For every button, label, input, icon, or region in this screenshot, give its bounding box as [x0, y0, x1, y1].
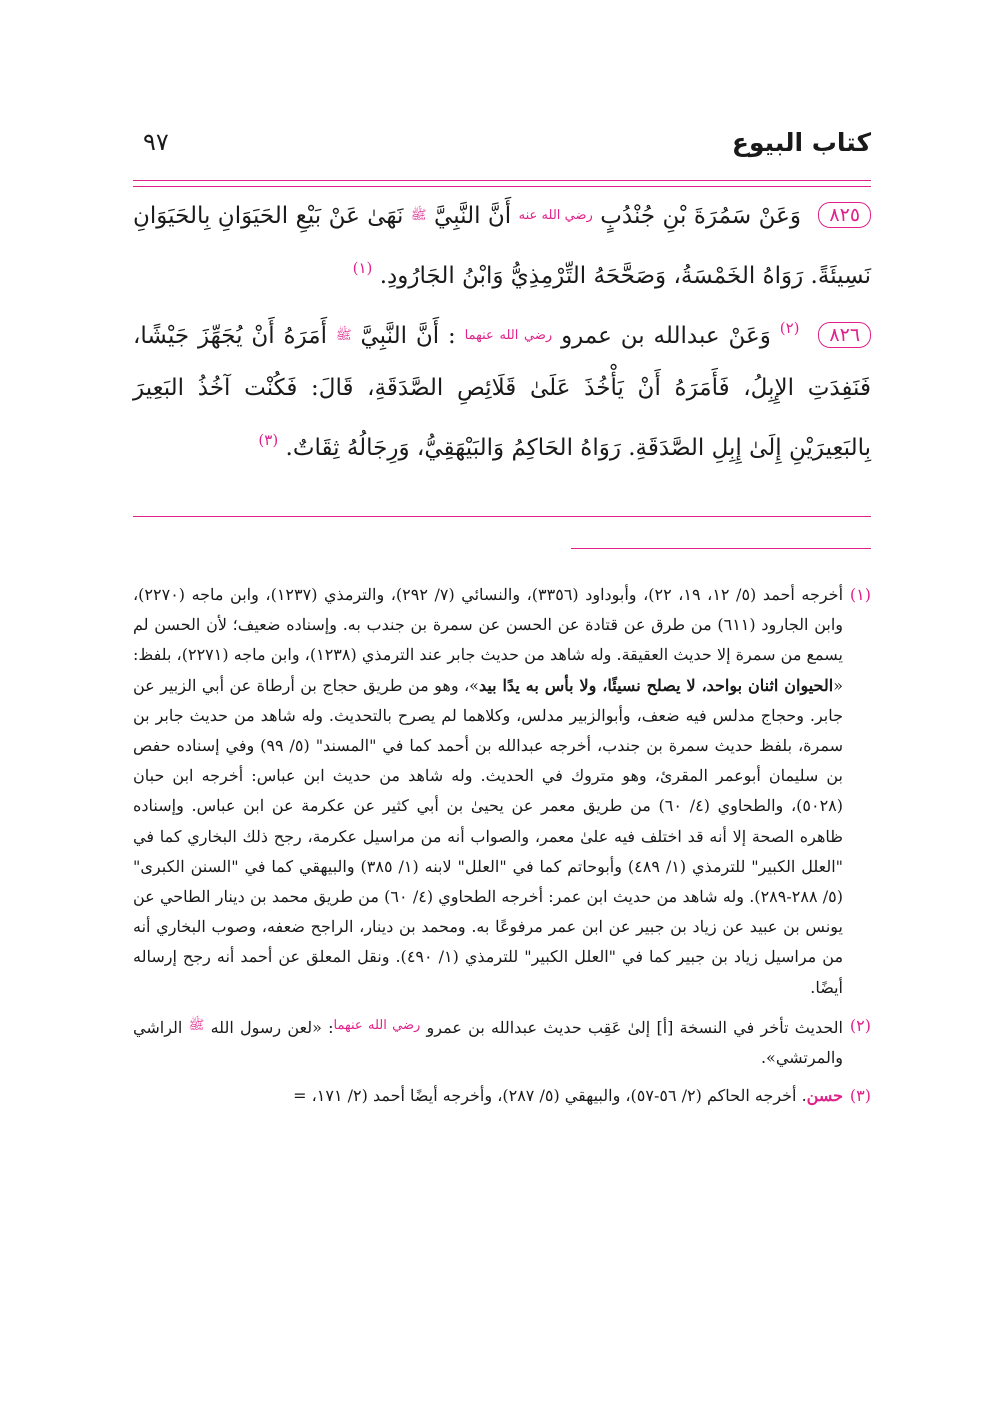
- footnote-text: الراشي والمرتشي».: [133, 1017, 843, 1068]
- hadith-block: [133, 190, 871, 474]
- hadith-826: [133, 302, 871, 474]
- footnote-quoted-text: الحيوان اثنان بواحد، لا يصلح نسيئًا، ولا بأس به يدًا بيد: [478, 675, 834, 695]
- footnote-separator: [571, 548, 871, 549]
- hadith-text: أَمَرَهُ أَنْ يُجَهِّزَ جَيْشًا، فَنَفِدَتِ الإِبِلُ، فَأَمَرَهُ أَنْ يَأْخُذَ عَلَىٰ قَلَائِصِ الصَّدَقَةِ، قَالَ: فَكُنْت آخُذُ البَعِيرَ بِالبَعِيرَيْنِ إِلَىٰ إِبِلِ الصَّدَقَةِ. رَوَاهُ الحَاكِمُ وَالبَيْهَقِيُّ، وَرِجَالُهُ ثِقَاتٌ.: [133, 323, 871, 461]
- hadith-text: وَعَنْ سَمُرَةَ بْنِ جُنْدُبٍ: [600, 203, 801, 229]
- honorific-icon: رضي الله عنهما: [464, 328, 553, 343]
- header-rule-bottom: [133, 186, 871, 187]
- footnote-number: (٣): [849, 1086, 871, 1106]
- footnotes: [133, 580, 871, 1119]
- footnote-reference[interactable]: (٢): [779, 319, 800, 337]
- footnote-text: : «لعن رسول الله: [210, 1017, 334, 1037]
- footnote-text: الحديث تأخر في النسخة [أ] إلىٰ عَقِب حديث عبدالله بن عمرو: [426, 1017, 843, 1037]
- footnote-number: (١): [849, 585, 871, 604]
- hadith-number: ٨٢٦: [818, 322, 871, 348]
- footnote-1: [133, 580, 871, 1003]
- salawat-icon: ﷺ: [410, 208, 427, 223]
- header-rule-top: [133, 180, 871, 181]
- footnote-number: (٢): [849, 1015, 871, 1035]
- honorific-icon: رضي الله عنهما: [333, 1017, 421, 1033]
- footnote-2: [133, 1011, 871, 1073]
- honorific-icon: رضي الله عنه: [518, 208, 593, 223]
- grading-label: حسن: [806, 1086, 843, 1106]
- page-header: [133, 128, 871, 172]
- salawat-icon: ﷺ: [335, 328, 352, 343]
- hadith-number: ٨٢٥: [818, 202, 871, 228]
- footnote-text: . أخرجه الحاكم (٢/ ٥٦-٥٧)، والبيهقي (٥/ ٢٨٧)، وأخرجه أيضًا أحمد (٢/ ١٧١، =: [293, 1086, 807, 1106]
- hadith-text: أَنَّ النَّبِيَّ: [434, 203, 512, 229]
- hadith-825: [133, 190, 871, 302]
- footnote-text: أخرجه أحمد (٥/ ١٢، ١٩، ٢٢)، وأبوداود (٣٣٥٦)، والنسائي (٧/ ٢٩٢)، والترمذي (١٢٣٧)، وابن ماجه (٢٢٧٠)، وابن الجارود (٦١١) من طرق عن قتادة عن الحسن عن سمرة بن جندب به. وإسناده ضعيف؛ لأن الحسن لم يسمع من سمرة إلا حديث العقيقة. وله شاهد من حديث جابر عند الترمذي (١٢٣٨)، وابن ماجه (٢٢٧١)، بلفظ: «: [133, 585, 844, 695]
- footnote-3: [133, 1081, 871, 1111]
- hadith-text: وَعَنْ عبدالله بن عمرو: [561, 323, 771, 349]
- footnote-text: »، وهو من طريق حجاج بن أرطاة عن أبي الزبير عن جابر. وحجاج مدلس فيه ضعف، وأبوالزبير مدلس، وكلاهما لم يصرح بالتحديث. وله شاهد من حديث جابر بن سمرة، بلفظ حديث سمرة بن جندب، أخرجه عبدالله بن أحمد كما في "المسند" (٥/ ٩٩) وفي إسناده حفص بن سليمان أبوعمر المقرئ، وهو متروك في الحديث. وله شاهد من حديث ابن عباس: أخرجه ابن حبان (٥٠٢٨)، والطحاوي (٤/ ٦٠) من طريق معمر عن يحيىٰ بن أبي كثير عن عكرمة عن ابن عباس. وإسناده ظاهره الصحة إلا أنه قد اختلف فيه علىٰ معمر، والصواب أنه من مراسيل عكرمة، رجح ذلك البخاري كما في "العلل الكبير" للترمذي (١/ ٤٨٩) وأبوحاتم كما في "العلل" لابنه (١/ ٣٨٥) والبيهقي كما في "السنن الكبرى" (٥/ ٢٨٨-٢٨٩). وله شاهد من حديث ابن عمر: أخرجه الطحاوي (٤/ ٦٠) من طريق محمد بن دينار الطاحي عن يونس بن عبيد عن زياد بن جبير عن ابن عمر مرفوعًا به. ومحمد بن دينار، الراجح ضعفه، وصوب البخاري أنه من مراسيل زياد بن جبير كما في "العلل الكبير" للترمذي (١/ ٤٩٠). ونقل المعلق عن أحمد أنه رجح إرساله أيضًا.: [133, 675, 844, 997]
- hadith-bottom-rule: [133, 516, 871, 517]
- page-number: ٩٧: [143, 128, 169, 156]
- footnote-reference[interactable]: (٣): [258, 431, 279, 449]
- book-title: كتاب البيوع: [731, 128, 871, 157]
- hadith-text: نَهَىٰ عَنْ بَيْعِ الحَيَوَانِ بِالحَيَوَانِ نَسِيئَةً. رَوَاهُ الخَمْسَةُ، وَصَحَّحَهُ التِّرْمِذِيُّ وَابْنُ الجَارُودِ.: [133, 203, 871, 289]
- footnote-reference[interactable]: (١): [352, 259, 373, 277]
- salawat-icon: ﷺ: [188, 1017, 205, 1033]
- hadith-text: : أَنَّ النَّبِيَّ: [360, 323, 456, 349]
